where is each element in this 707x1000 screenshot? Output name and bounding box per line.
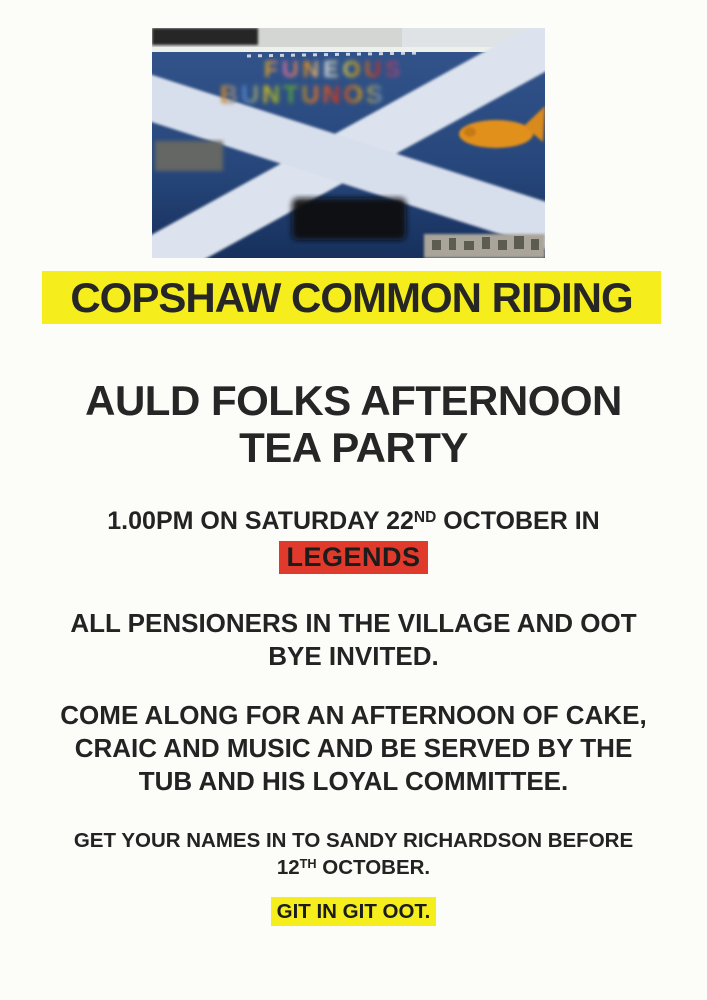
body-line2: CRAIC AND MUSIC AND BE SERVED BY THE bbox=[74, 733, 633, 763]
footer-row bbox=[0, 897, 707, 926]
rsvp-line2 bbox=[0, 854, 707, 883]
letters-row1: FUNEOUS bbox=[264, 56, 405, 82]
rsvp-date-suffix: OCTOBER. bbox=[316, 856, 431, 879]
photo-gray-patch bbox=[155, 141, 223, 171]
rsvp-date-ordinal: TH bbox=[299, 856, 317, 872]
letters-row2: BUNTUNOS bbox=[220, 81, 386, 109]
body-line1: COME ALONG FOR AN AFTERNOON OF CAKE, bbox=[60, 700, 647, 730]
invite-line2: BYE INVITED. bbox=[268, 641, 439, 671]
event-time bbox=[0, 506, 707, 540]
body-text bbox=[0, 699, 707, 798]
main-heading-line2: TEA PARTY bbox=[239, 424, 468, 471]
event-time-prefix: 1.00PM ON SATURDAY 22 bbox=[107, 507, 414, 535]
title-band: COPSHAW COMMON RIDING bbox=[42, 271, 661, 324]
footer-slogan: GIT IN GIT OOT. bbox=[271, 897, 437, 926]
venue-highlight: LEGENDS bbox=[279, 541, 427, 574]
photo-dark-object bbox=[292, 198, 406, 240]
rsvp-line1: GET YOUR NAMES IN TO SANDY RICHARDSON BEFORE bbox=[73, 829, 634, 852]
body-line3: TUB AND HIS LOYAL COMMITTEE. bbox=[138, 766, 569, 796]
saltire-photo bbox=[152, 28, 545, 258]
invite-text bbox=[0, 607, 707, 673]
photo-dark-bar bbox=[152, 28, 258, 45]
invite-line1: ALL PENSIONERS IN THE VILLAGE AND OOT bbox=[70, 608, 637, 638]
venue-row bbox=[0, 541, 707, 574]
rsvp-text bbox=[0, 827, 707, 883]
main-heading-line1: AULD FOLKS AFTERNOON bbox=[85, 377, 622, 424]
event-time-suffix: OCTOBER IN bbox=[436, 507, 600, 535]
saltire-photo-graphic bbox=[152, 28, 545, 258]
photo-bottom-strip bbox=[424, 234, 545, 258]
event-time-ordinal: ND bbox=[413, 509, 437, 527]
main-heading bbox=[0, 377, 707, 471]
rsvp-date-num: 12 bbox=[276, 856, 300, 879]
